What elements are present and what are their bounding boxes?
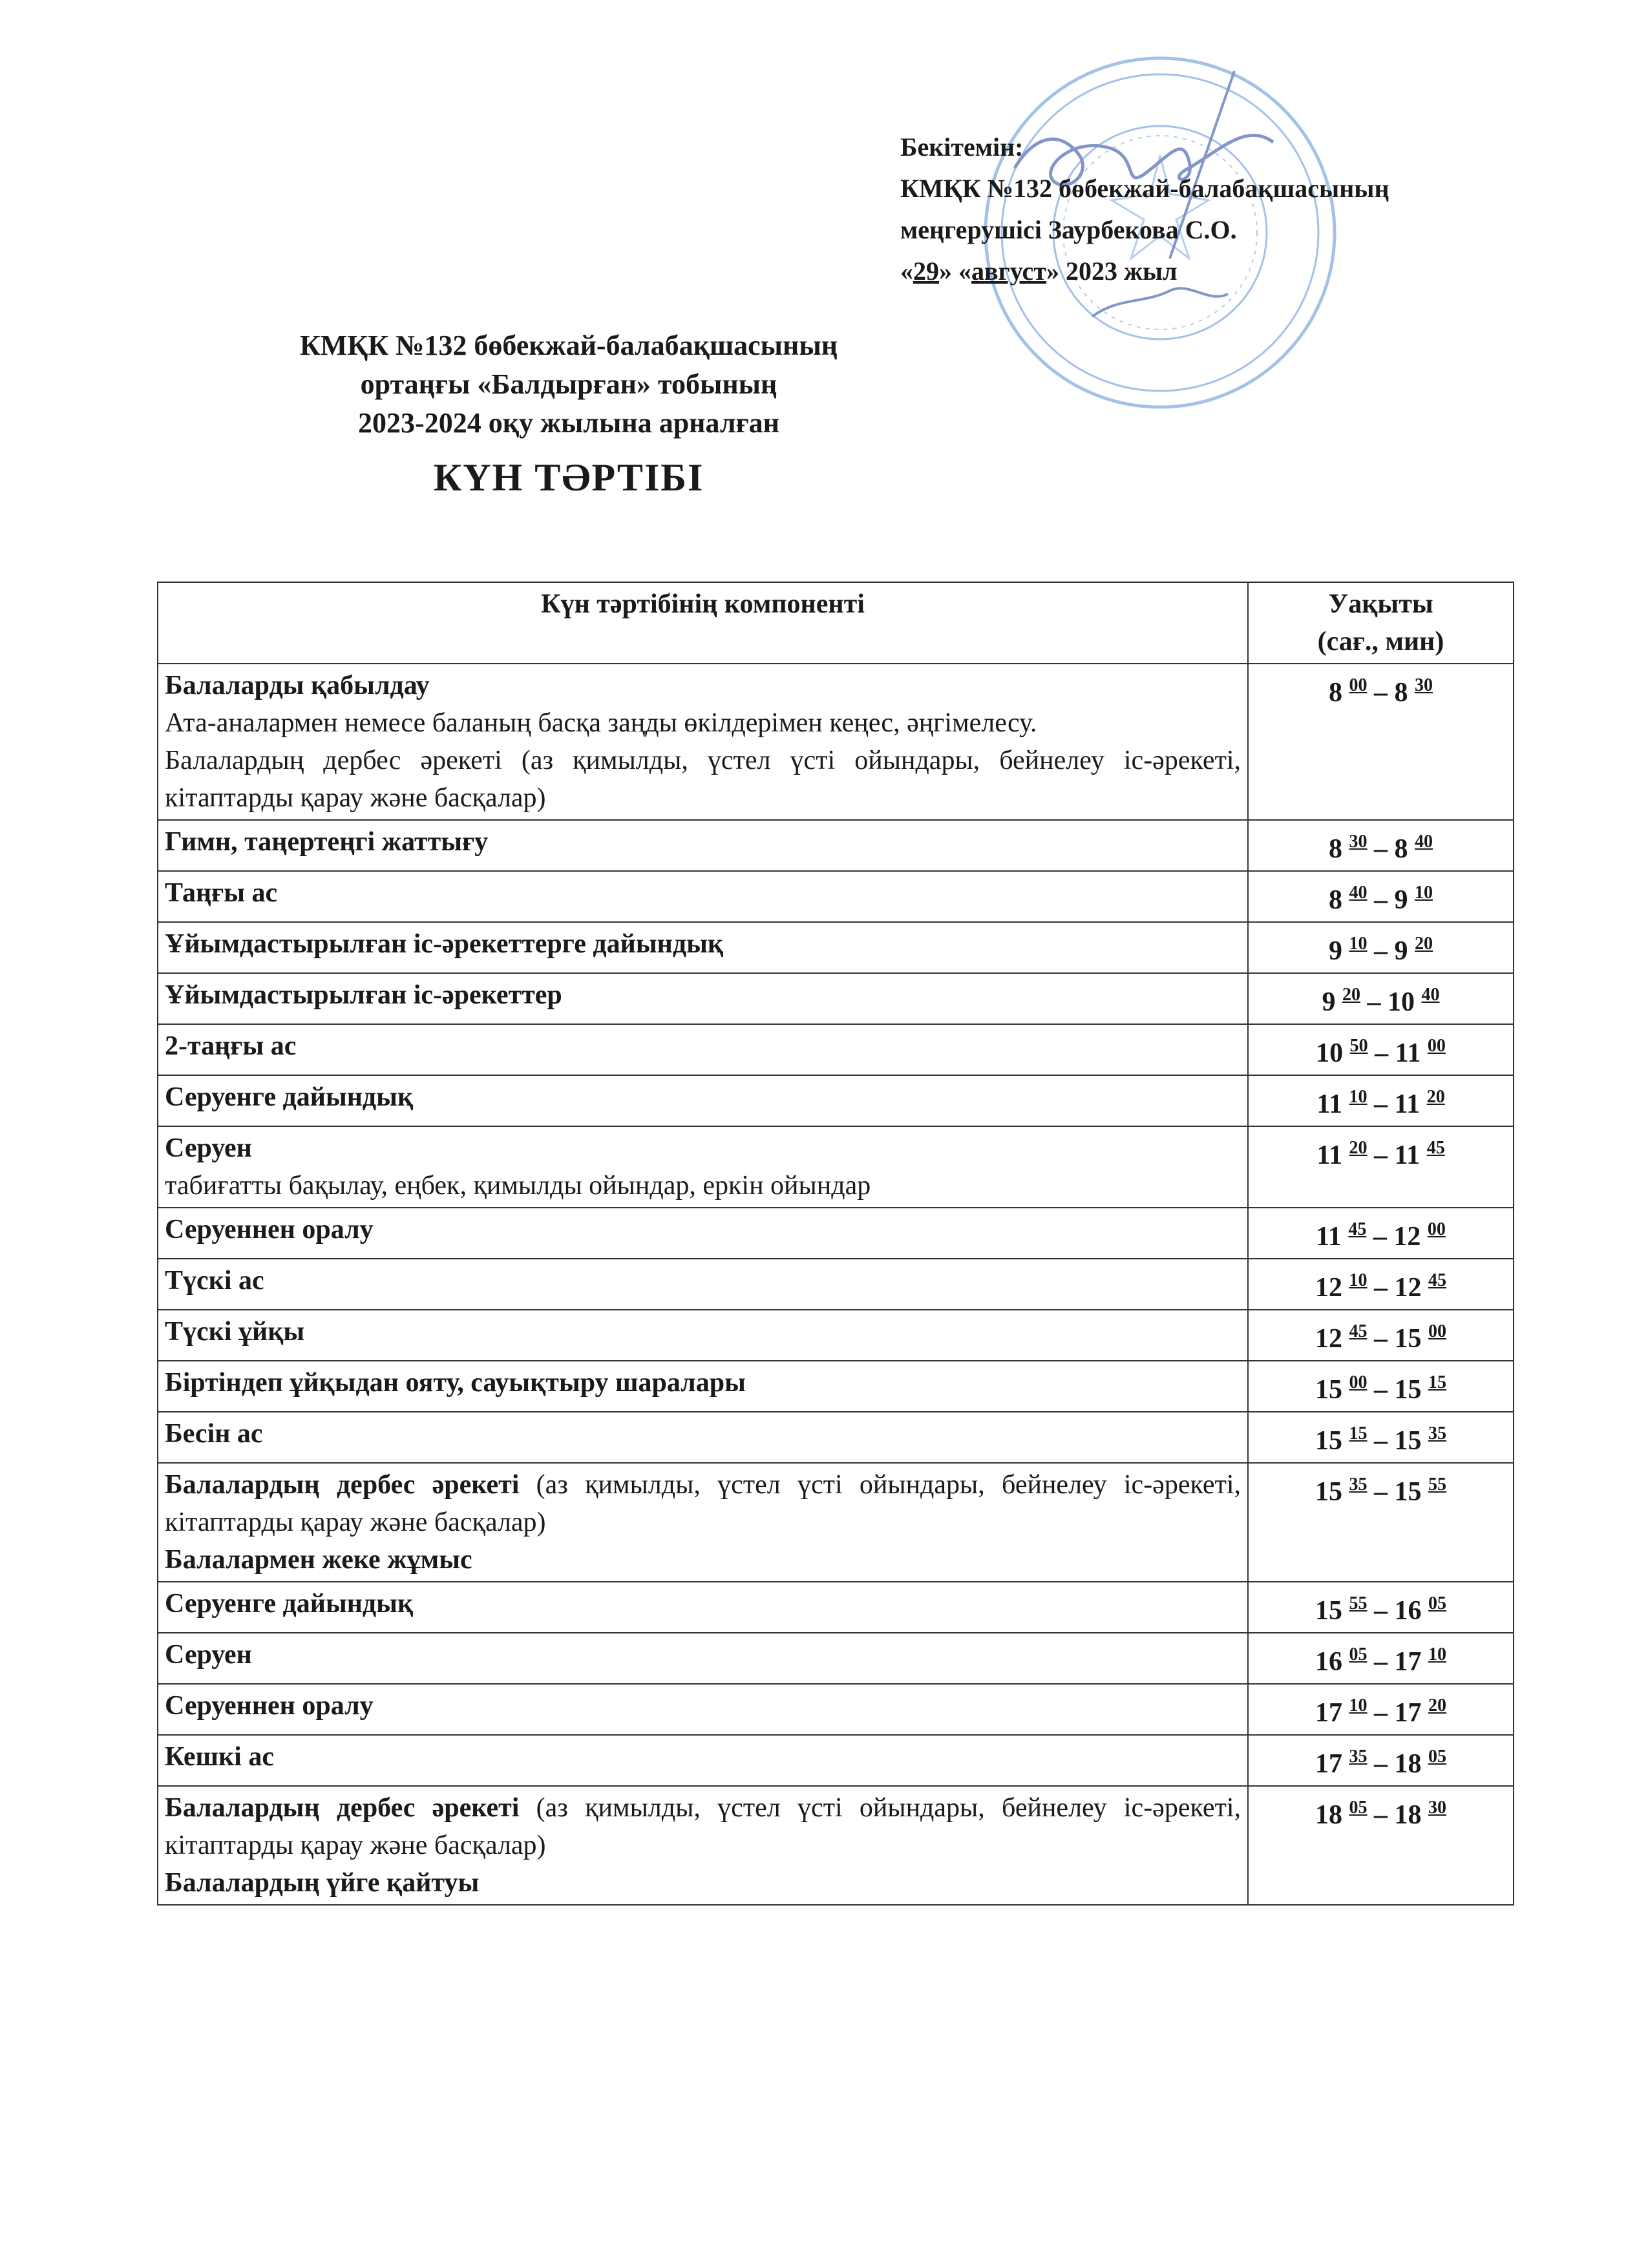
row-title: Ұйымдастырылған іс-әрекеттерге дайындық: [165, 929, 724, 959]
row-title: Балалардың дербес әрекеті: [165, 1470, 520, 1500]
header-component: Күн тәртібінің компоненті: [158, 582, 1248, 664]
table-row: [158, 664, 1514, 820]
row-title: Серуеннен оралу: [165, 1215, 374, 1244]
table-row: [158, 1361, 1514, 1412]
row-time: 11 $^{45}$ – 12 $^{00}$: [1248, 1208, 1514, 1259]
row-time: 15 $^{00}$ – 15 $^{15}$: [1248, 1361, 1514, 1412]
row-title: Біртіндеп ұйқыдан ояту, сауықтыру шаралары: [165, 1368, 746, 1398]
row-title-detail: (аз қимылды, үстел үсті ойындары, бейнелеу іс-әрекеті, кітаптарды қарау және басқалар): [165, 1470, 1241, 1537]
row-component: [158, 1786, 1248, 1905]
row-time: 11 $^{10}$ – 11 $^{20}$: [1248, 1075, 1514, 1126]
row-title: 2-таңғы ас: [165, 1031, 297, 1061]
row-title: Серуен: [165, 1640, 252, 1670]
approval-date: «29» «август» 2023 жыл: [900, 257, 1178, 286]
row-component: [158, 1735, 1248, 1786]
row-component: [158, 1633, 1248, 1684]
row-title: Серуен: [165, 1133, 252, 1163]
row-text: табиғатты бақылау, еңбек, қимылды ойындар, еркін ойындар: [165, 1171, 871, 1201]
title-line: КМҚК №132 бөбекжай-балабақшасының: [299, 330, 838, 361]
approval-line: КМҚК №132 бөбекжай-балабақшасының: [900, 174, 1389, 203]
table-row: [158, 871, 1514, 922]
row-title: Түскі ұйқы: [165, 1317, 305, 1347]
row-title: Серуенге дайындық: [165, 1082, 414, 1112]
table-row: [158, 1786, 1514, 1905]
row-title: Бесін ас: [165, 1419, 263, 1449]
row-time: 8 $^{30}$ – 8 $^{40}$: [1248, 820, 1514, 871]
row-time: 8 $^{00}$ – 8 $^{30}$: [1248, 664, 1514, 820]
table-row: [158, 1259, 1514, 1310]
table-row: [158, 1310, 1514, 1361]
row-time: 18 $^{05}$ – 18 $^{30}$: [1248, 1786, 1514, 1905]
table-row: [158, 1684, 1514, 1735]
row-component: [158, 973, 1248, 1024]
table-row: [158, 1024, 1514, 1075]
row-component: [158, 1582, 1248, 1633]
row-component: [158, 820, 1248, 871]
row-title: Ұйымдастырылған іс-әрекеттер: [165, 980, 562, 1010]
table-row: [158, 1633, 1514, 1684]
row-component: [158, 1075, 1248, 1126]
approval-day: 29: [913, 257, 939, 286]
approval-month: август: [971, 257, 1046, 286]
row-component: [158, 1463, 1248, 1582]
row-title: Гимн, таңертеңгі жаттығу: [165, 827, 489, 857]
row-text: Балалардың дербес әрекеті (аз қимылды, үстел үсті ойындары, бейнелеу іс-әрекеті, кітаптарды қарау және басқалар): [165, 746, 1241, 813]
approval-line: Бекітемін:: [900, 132, 1024, 162]
row-time: 11 $^{20}$ – 11 $^{45}$: [1248, 1126, 1514, 1208]
row-component: [158, 1684, 1248, 1735]
row-component: [158, 1259, 1248, 1310]
row-component: [158, 1310, 1248, 1361]
row-text: Ата-аналармен немесе баланың басқа заңды өкілдерімен кеңес, әңгімелесу.: [165, 708, 1037, 738]
table-row: [158, 922, 1514, 973]
table-header: [158, 582, 1514, 664]
row-title: Балалардың үйге қайтуы: [165, 1868, 480, 1898]
table-row: [158, 1208, 1514, 1259]
row-component: [158, 1126, 1248, 1208]
row-time: 17 $^{10}$ – 17 $^{20}$: [1248, 1684, 1514, 1735]
row-time: 12 $^{45}$ – 15 $^{00}$: [1248, 1310, 1514, 1361]
row-component: [158, 664, 1248, 820]
row-title: Серуеннен оралу: [165, 1691, 374, 1721]
table-row: [158, 1463, 1514, 1582]
row-time: 9 $^{20}$ – 10 $^{40}$: [1248, 973, 1514, 1024]
page-title: КҮН ТӘРТІБІ: [433, 456, 704, 499]
row-title: Балалардың дербес әрекеті: [165, 1793, 520, 1823]
schedule-table: [157, 582, 1514, 1906]
title-line: 2023-2024 оқу жылына арналған: [358, 407, 779, 439]
row-time: 8 $^{40}$ – 9 $^{10}$: [1248, 871, 1514, 922]
header-time: Уақыты (сағ., мин): [1248, 582, 1514, 664]
row-component: [158, 871, 1248, 922]
row-title-detail: (аз қимылды, үстел үсті ойындары, бейнелеу іс-әрекеті, кітаптарды қарау және басқалар): [165, 1793, 1241, 1860]
table-row: [158, 1412, 1514, 1463]
table-row: [158, 820, 1514, 871]
row-time: 15 $^{15}$ – 15 $^{35}$: [1248, 1412, 1514, 1463]
row-component: [158, 1361, 1248, 1412]
table-row: [158, 1126, 1514, 1208]
table-row: [158, 1735, 1514, 1786]
table-row: [158, 1075, 1514, 1126]
row-title: Балалармен жеке жұмыс: [165, 1545, 472, 1575]
row-component: [158, 1024, 1248, 1075]
row-title: Серуенге дайындық: [165, 1589, 414, 1619]
row-title: Таңғы ас: [165, 878, 278, 908]
approval-block: [900, 127, 1547, 292]
row-title: Түскі ас: [165, 1266, 264, 1296]
approval-line: меңгерушісі Заурбекова С.О.: [900, 215, 1237, 244]
table-row: [158, 1582, 1514, 1633]
row-title: Кешкі ас: [165, 1742, 274, 1772]
row-time: 15 $^{35}$ – 15 $^{55}$: [1248, 1463, 1514, 1582]
document-title: [0, 326, 1137, 443]
row-time: 17 $^{35}$ – 18 $^{05}$: [1248, 1735, 1514, 1786]
row-time: 15 $^{55}$ – 16 $^{05}$: [1248, 1582, 1514, 1633]
row-component: [158, 922, 1248, 973]
row-time: 16 $^{05}$ – 17 $^{10}$: [1248, 1633, 1514, 1684]
row-time: 10 $^{50}$ – 11 $^{00}$: [1248, 1024, 1514, 1075]
row-component: [158, 1412, 1248, 1463]
table-row: [158, 973, 1514, 1024]
row-component: [158, 1208, 1248, 1259]
row-time: 9 $^{10}$ – 9 $^{20}$: [1248, 922, 1514, 973]
row-time: 12 $^{10}$ – 12 $^{45}$: [1248, 1259, 1514, 1310]
title-line: ортаңғы «Балдырған» тобының: [360, 368, 777, 400]
row-title: Балаларды қабылдау: [165, 671, 430, 700]
